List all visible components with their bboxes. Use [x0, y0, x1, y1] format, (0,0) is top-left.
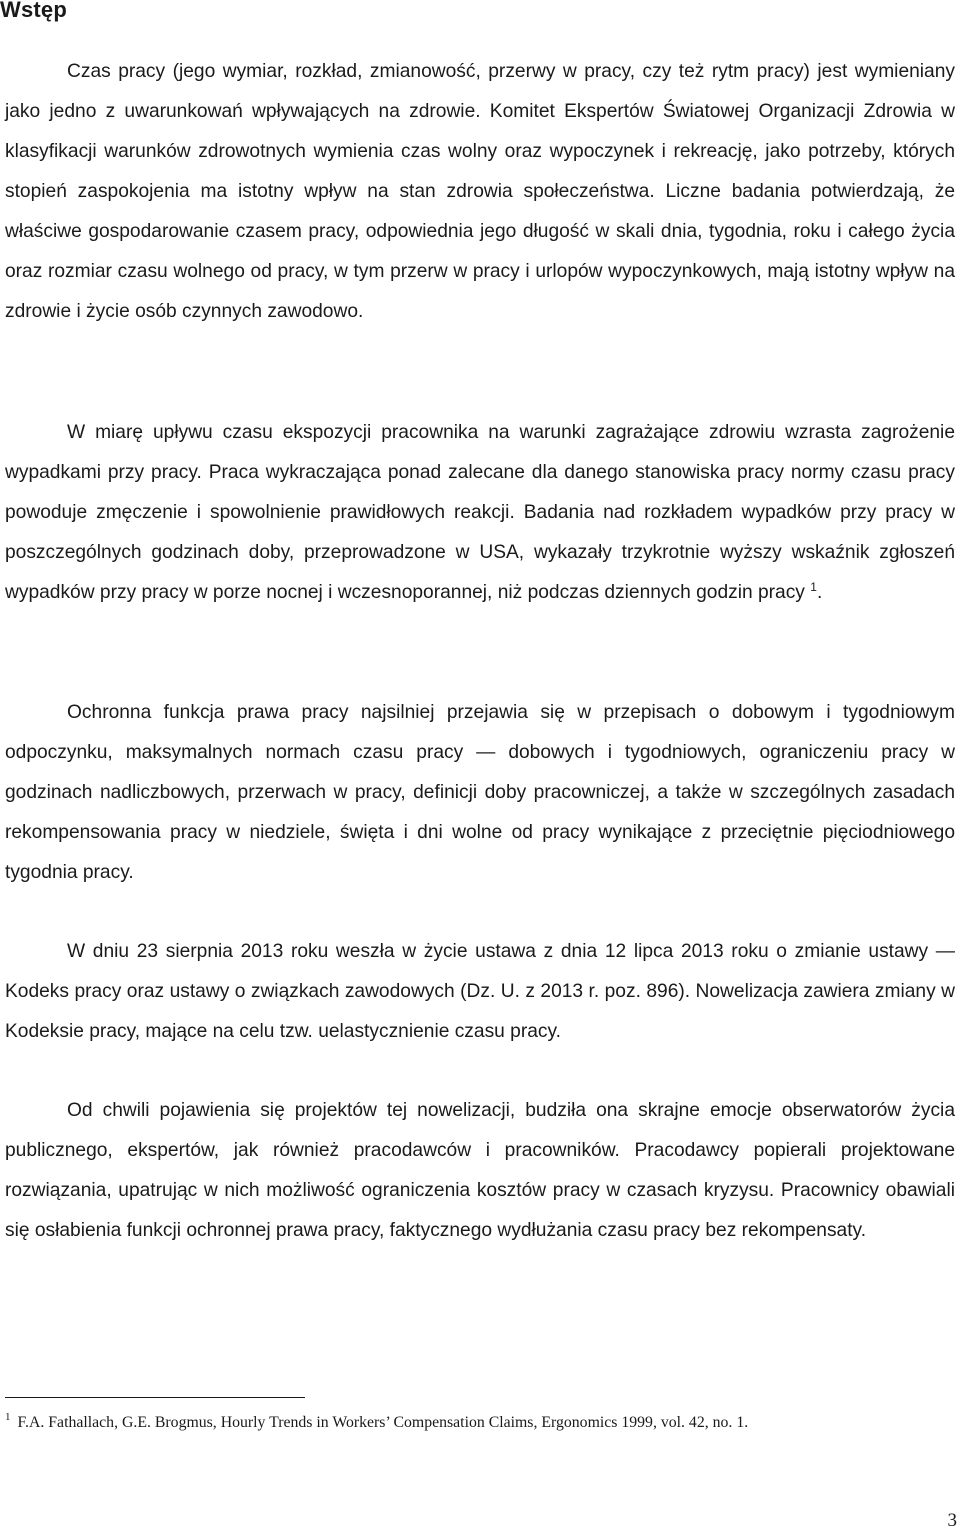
paragraph-2-end: . — [816, 582, 823, 603]
paragraph-4: W dniu 23 sierpnia 2013 roku weszła w życie ustawa z dnia 12 lipca 2013 roku o zmianie ustawy — Kodeks pracy oraz ustawy o związkach zawodowych (Dz. U. z 2013 r. poz. 896). Nowelizacja zawiera zmiany w Kodeksie pracy, mające na celu tzw. uelastycznienie czasu pracy. — [5, 941, 955, 1042]
footnote-separator — [5, 1397, 305, 1398]
footnote-number: 1 — [5, 1411, 11, 1423]
footnote — [5, 1412, 748, 1434]
footnote-reference[interactable]: 1 — [810, 580, 817, 594]
paragraph-2-block — [5, 413, 955, 613]
paragraph-1-block — [5, 52, 955, 332]
section-heading: Wstęp — [0, 0, 67, 22]
page-number: 3 — [947, 1510, 957, 1531]
paragraph-3: Ochronna funkcja prawa pracy najsilniej przejawia się w przepisach o dobowym i tygodniowym odpoczynku, maksymalnych normach czasu pracy — dobowych i tygodniowych, ograniczeniu pracy w godzinach nadliczbowych, przerwach w pracy, definicji doby pracowniczej, a także w szczególnych zasadach rekompensowania pracy w niedziele, święta i dni wolne od pracy wynikające z przeciętnie pięciodniowego tygodnia pracy. — [5, 702, 955, 883]
paragraph-1: Czas pracy (jego wymiar, rozkład, zmianowość, przerwy w pracy, czy też rytm pracy) jest wymieniany jako jedno z uwarunkowań wpływających na zdrowie. Komitet Ekspertów Światowej Organizacji Zdrowia w klasyfikacji warunków zdrowotnych wymienia czas wolny oraz wypoczynek i rekreację, jako potrzeby, których stopień zaspokojenia ma istotny wpływ na stan zdrowia społeczeństwa. Liczne badania potwierdzają, że właściwe gospodarowanie czasem pracy, odpowiednia jego długość w skali dnia, tygodnia, roku i całego życia oraz rozmiar czasu wolnego od pracy, w tym przerw w pracy i urlopów wypoczynkowych, mają istotny wpływ na zdrowie i życie osób czynnych zawodowo. — [5, 61, 955, 322]
paragraph-5-block — [5, 1091, 955, 1251]
paragraph-3-block — [5, 693, 955, 893]
paragraph-2-text: W miarę upływu czasu ekspozycji pracownika na warunki zagrażające zdrowiu wzrasta zagrożenie wypadkami przy pracy. Praca wykraczająca ponad zalecane dla danego stanowiska pracy normy czasu pracy powoduje zmęczenie i spowolnienie prawidłowych reakcji. Badania nad rozkładem wypadków przy pracy w poszczególnych godzinach doby, przeprowadzone w USA, wykazały trzykrotnie wyższy wskaźnik zgłoszeń wypadków przy pracy w porze nocnej i wczesnoporannej, niż podczas dziennych godzin pracy — [5, 422, 955, 603]
paragraph-5: Od chwili pojawienia się projektów tej nowelizacji, budziła ona skrajne emocje obserwatorów życia publicznego, ekspertów, jak również pracodawców i pracowników. Pracodawcy popierali projektowane rozwiązania, upatrując w nich możliwość ograniczenia kosztów pracy w czasach kryzysu. Pracownicy obawiali się osłabienia funkcji ochronnej prawa pracy, faktycznego wydłużania czasu pracy bez rekompensaty. — [5, 1100, 955, 1241]
paragraph-2 — [5, 413, 955, 613]
paragraph-4-block — [5, 932, 955, 1052]
footnote-text: F.A. Fathallach, G.E. Brogmus, Hourly Trends in Workers’ Compensation Claims, Ergonomics 1999, vol. 42, no. 1. — [17, 1414, 749, 1431]
